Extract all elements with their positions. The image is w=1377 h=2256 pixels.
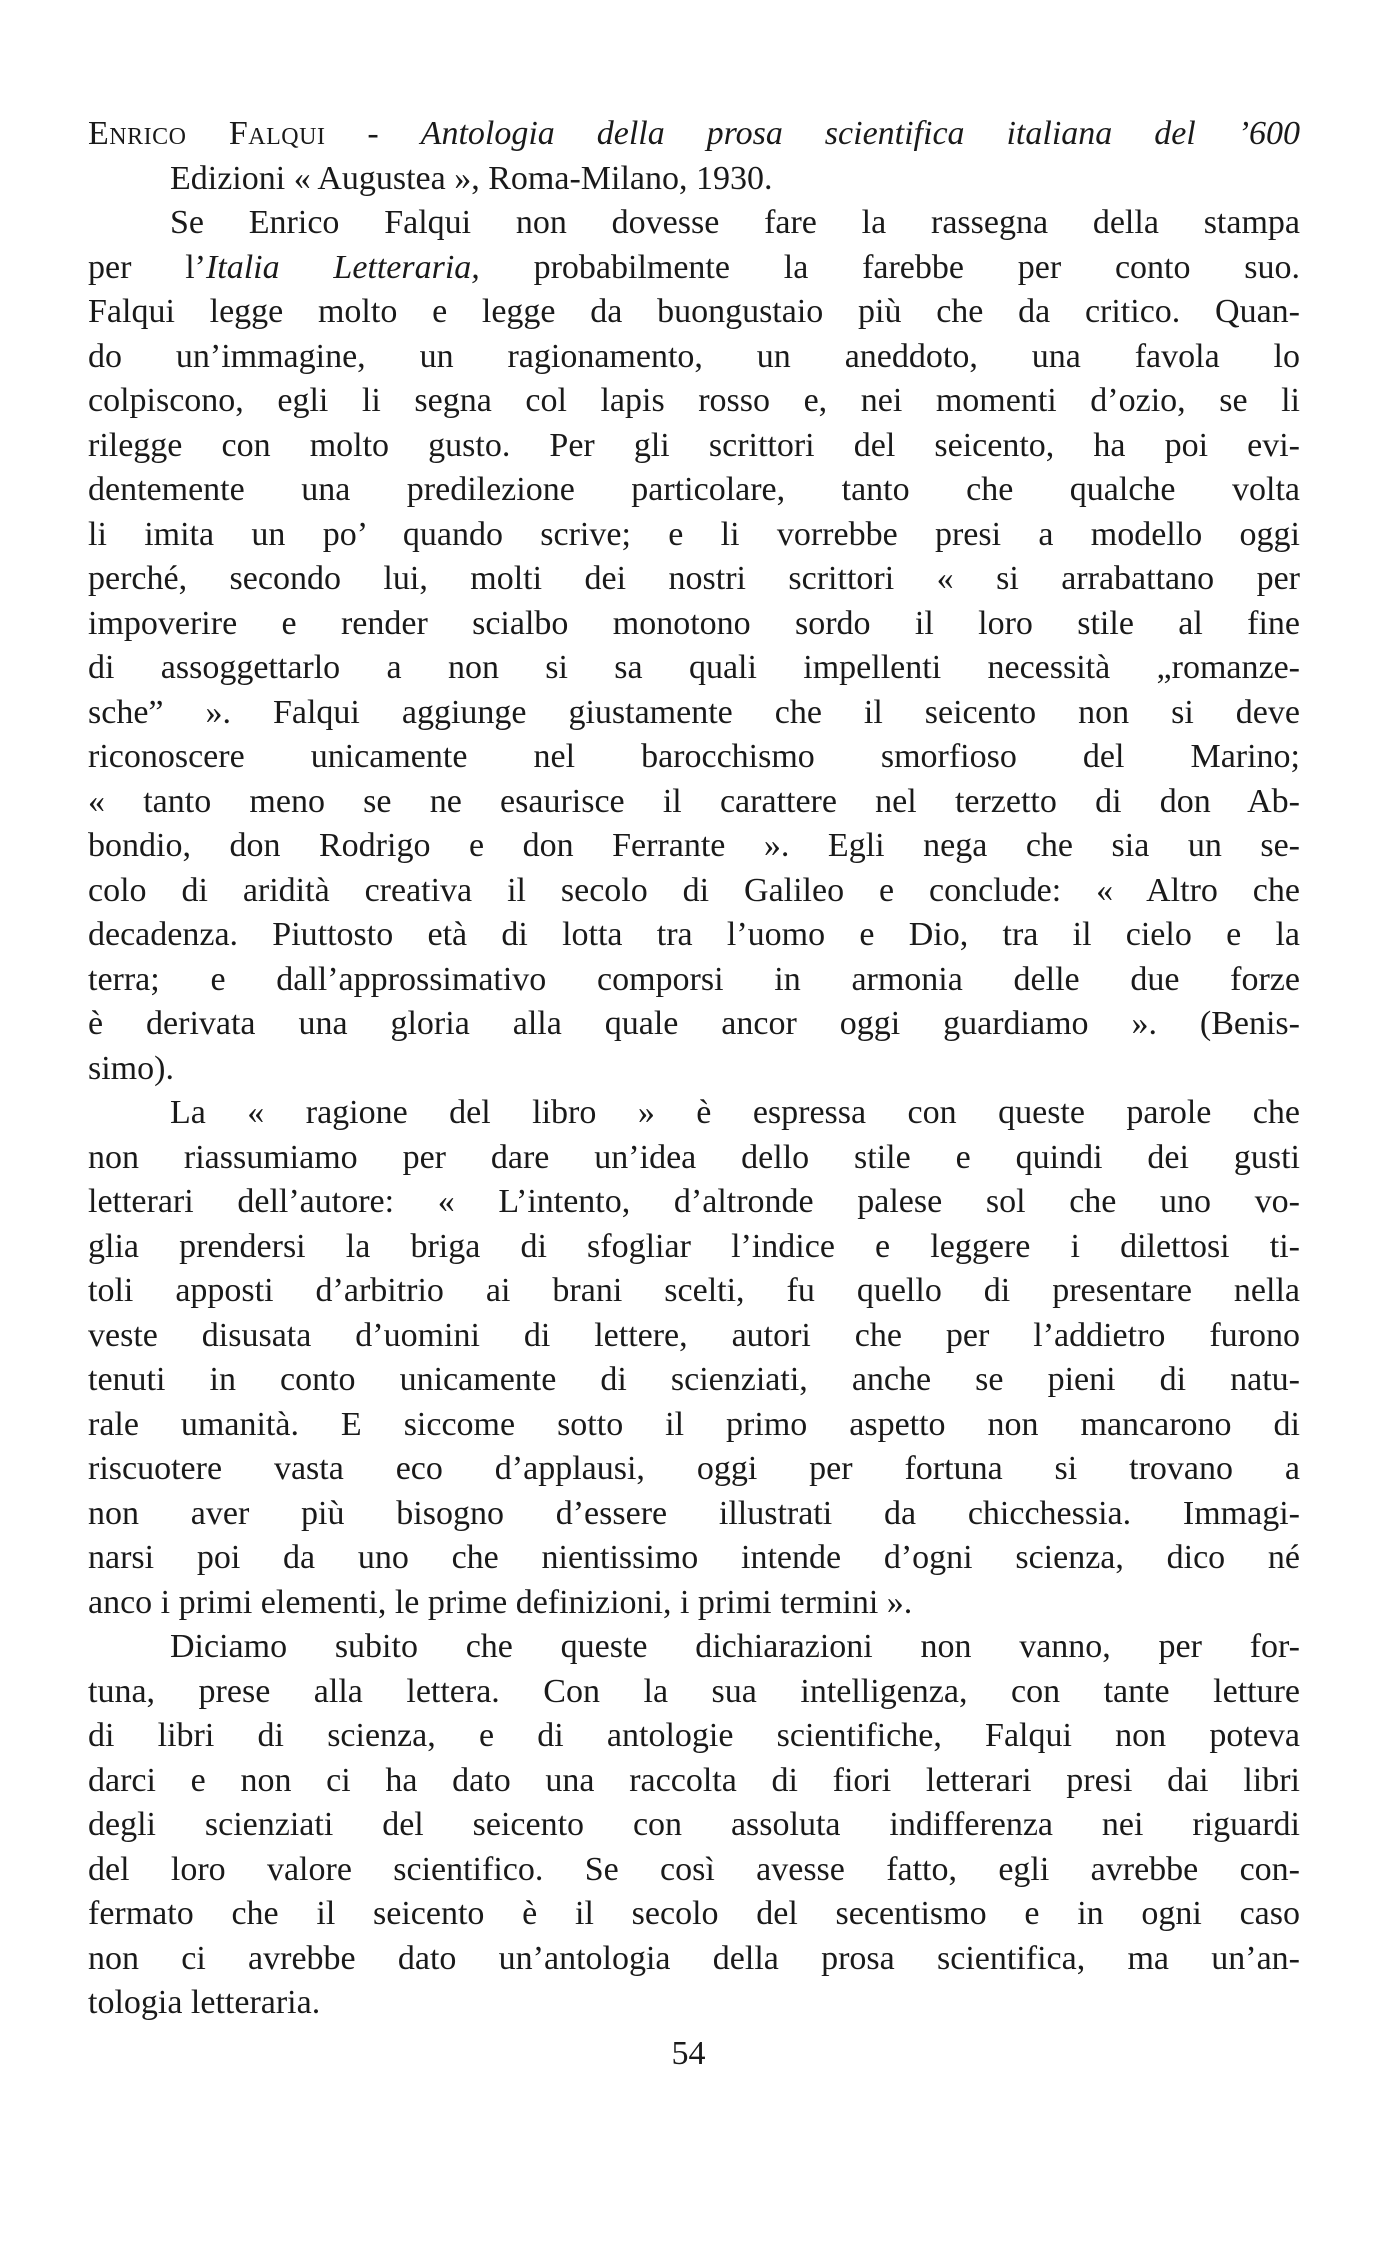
text-line: non ci avrebbe dato un’antologia della prosa scientifica, ma un’an- (88, 1939, 1300, 1977)
paragraph-1 (88, 201, 1300, 1091)
text-line: colpiscono, egli li segna col lapis rosso e, nei momenti d’ozio, se li (88, 382, 1300, 419)
text-line: colo di aridità creativa il secolo di Galileo e conclude: « Altro che (88, 871, 1300, 909)
text-line: tologia letteraria. (88, 1984, 321, 2021)
text-line: letterari dell’autore: « L’intento, d’altronde palese sol che uno vo- (88, 1183, 1300, 1220)
text-line: Diciamo subito che queste dichiarazioni non vanno, per for- (170, 1628, 1300, 1665)
page-body (88, 112, 1300, 2026)
text-line (88, 246, 1300, 291)
paragraph-2 (88, 1091, 1300, 1625)
text-span: probabilmente la farebbe per conto suo. (479, 248, 1301, 286)
text-line: li imita un po’ quando scrive; e li vorrebbe presi a modello oggi (88, 515, 1300, 553)
text-line: non riassumiamo per dare un’idea dello stile e quindi dei gusti (88, 1138, 1300, 1176)
book-author: Enrico Falqui (88, 115, 326, 152)
text-line: riconoscere unicamente nel barocchismo smorfioso del Marino; (88, 738, 1300, 775)
text-line: darci e non ci ha dato una raccolta di fiori letterari presi dai libri (88, 1761, 1300, 1799)
paragraph-3 (88, 1625, 1300, 2026)
text-line: dentemente una predilezione particolare, tanto che qualche volta (88, 471, 1300, 508)
text-line: rale umanità. E siccome sotto il primo aspetto non mancarono di (88, 1405, 1300, 1443)
journal-title: Italia Letteraria, (205, 248, 480, 286)
text-line: terra; e dall’approssimativo comporsi in armonia delle due forze (88, 960, 1300, 998)
text-line: di assoggettarlo a non si sa quali impellenti necessità „romanze- (88, 649, 1300, 686)
text-line: simo). (88, 1049, 174, 1087)
text-line: fermato che il seicento è il secolo del secentismo e in ogni caso (88, 1895, 1300, 1932)
text-line: decadenza. Piuttosto età di lotta tra l’uomo e Dio, tra il cielo e la (88, 916, 1300, 953)
text-line: narsi poi da uno che nientissimo intende d’ogni scienza, dico né (88, 1539, 1300, 1576)
text-line: veste disusata d’uomini di lettere, autori che per l’addietro furono (88, 1316, 1300, 1354)
text-span: per l’ (88, 248, 206, 286)
text-line: Falqui legge molto e legge da buongustaio più che da critico. Quan- (88, 293, 1300, 330)
text-line: del loro valore scientifico. Se così avesse fatto, egli avrebbe con- (88, 1850, 1300, 1888)
text-line: riscuotere vasta eco d’applausi, oggi per fortuna si trovano a (88, 1450, 1300, 1487)
text-line: di libri di scienza, e di antologie scientifiche, Falqui non poteva (88, 1717, 1300, 1754)
text-line: è derivata una gloria alla quale ancor oggi guardiamo ». (Benis- (88, 1005, 1300, 1042)
text-line: rilegge con molto gusto. Per gli scrittori del seicento, ha poi evi- (88, 426, 1300, 464)
text-line: tuna, prese alla lettera. Con la sua intelligenza, con tante letture (88, 1672, 1300, 1710)
text-line: glia prendersi la briga di sfogliar l’indice e leggere i dilettosi ti- (88, 1227, 1300, 1265)
text-line: tenuti in conto unicamente di scienziati, anche se pieni di natu- (88, 1361, 1300, 1398)
text-line: sche” ». Falqui aggiunge giustamente che il seicento non si deve (88, 693, 1300, 731)
text-line: Se Enrico Falqui non dovesse fare la rassegna della stampa (170, 204, 1300, 241)
page-number: 54 (671, 2035, 706, 2072)
header-separator: - (325, 115, 421, 152)
text-line: « tanto meno se ne esaurisce il carattere nel terzetto di don Ab- (88, 782, 1300, 820)
text-line: do un’immagine, un ragionamento, un aneddoto, una favola lo (88, 337, 1300, 375)
book-title: Antologia della prosa scientifica italiana del ’600 (420, 115, 1301, 152)
text-line: bondio, don Rodrigo e don Ferrante ». Egli nega che sia un se- (88, 827, 1300, 864)
text-line: anco i primi elementi, le prime definizioni, i primi termini ». (88, 1583, 913, 1621)
text-line: perché, secondo lui, molti dei nostri scrittori « si arrabattano per (88, 560, 1300, 597)
review-header (88, 112, 1300, 157)
book-publisher: Edizioni « Augustea », Roma-Milano, 1930. (170, 159, 773, 197)
text-line: degli scienziati del seicento con assoluta indifferenza nei riguardi (88, 1806, 1300, 1843)
text-line: impoverire e render scialbo monotono sordo il loro stile al fine (88, 604, 1300, 642)
text-line: La « ragione del libro » è espressa con queste parole che (170, 1094, 1300, 1131)
text-line: toli apposti d’arbitrio ai brani scelti, fu quello di presentare nella (88, 1272, 1300, 1309)
text-line: non aver più bisogno d’essere illustrati da chicchessia. Immagi- (88, 1494, 1300, 1532)
